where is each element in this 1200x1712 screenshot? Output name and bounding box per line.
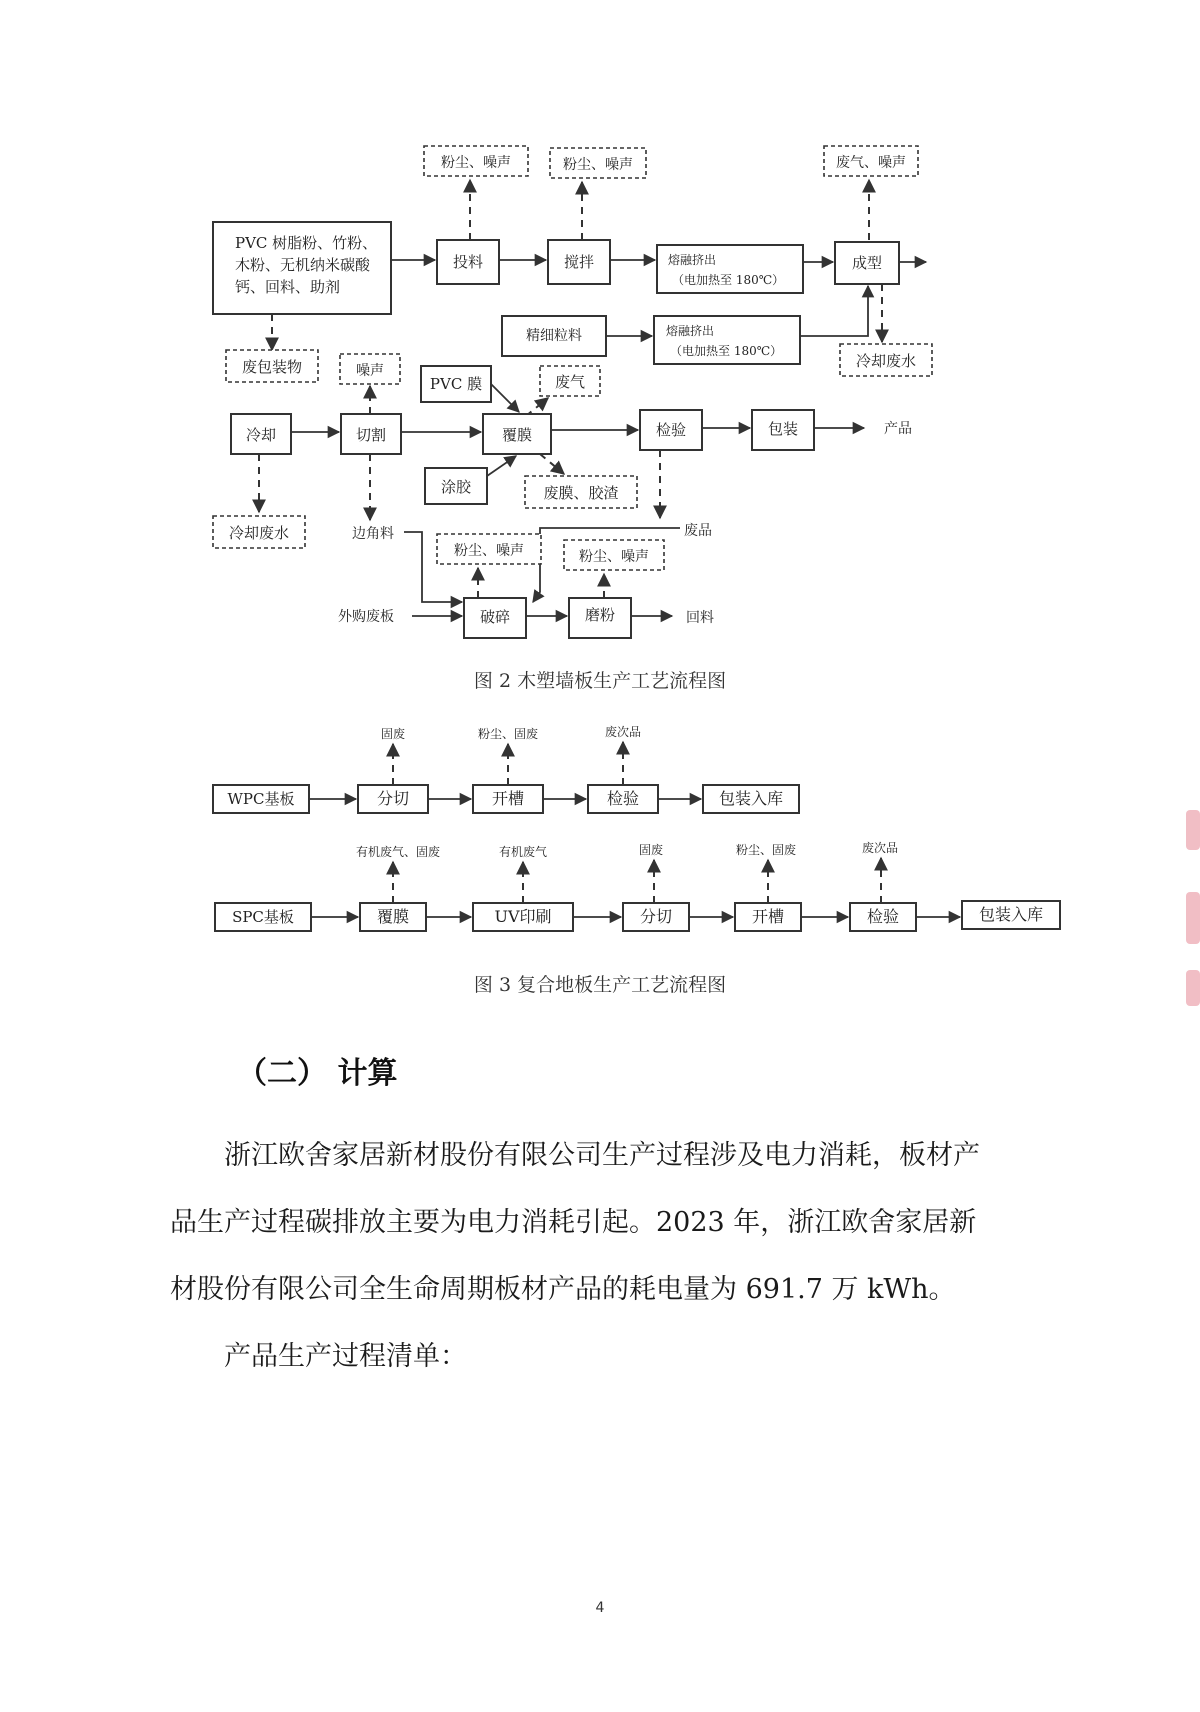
spc-emission-4: 粉尘、固废 (735, 843, 797, 857)
wpc-step-3 (588, 785, 658, 813)
forming-cooling-water-box (840, 344, 932, 376)
svg-text:废气: 废气 (554, 373, 586, 391)
wpc-emission-2: 粉尘、固废 (477, 727, 539, 741)
packaging-waste-box (226, 350, 318, 382)
crushing-emission-box (437, 534, 541, 564)
svg-text:包装入库: 包装入库 (718, 789, 784, 808)
svg-text:包装: 包装 (767, 420, 799, 438)
svg-text:PVC 树脂粉、竹粉、: PVC 树脂粉、竹粉、 (235, 234, 378, 252)
section-heading: （二） 计算 (237, 1056, 398, 1091)
wpc-base-box (213, 785, 309, 813)
spc-emission-3: 固废 (638, 843, 664, 857)
svg-text:冷却废水: 冷却废水 (228, 524, 290, 542)
svg-text:分切: 分切 (376, 789, 410, 808)
mix-emission-box (550, 148, 646, 178)
svg-text:冷却: 冷却 (245, 426, 277, 444)
spc-step-3 (623, 903, 689, 931)
svg-text:粉尘、噪声: 粉尘、噪声 (454, 543, 524, 559)
inspection-box (640, 410, 702, 450)
forming-emission-box (824, 146, 918, 176)
svg-text:搅拌: 搅拌 (563, 253, 595, 271)
svg-text:包装入库: 包装入库 (978, 905, 1044, 924)
laminating-box (483, 414, 551, 454)
svg-text:粉尘、噪声: 粉尘、噪声 (441, 155, 511, 171)
feed-box (437, 240, 499, 284)
svg-text:噪声: 噪声 (356, 363, 384, 379)
defective-label: 废品 (684, 523, 712, 539)
seal-fragment (1186, 892, 1200, 944)
svg-text:钙、回料、助剂: 钙、回料、助剂 (235, 278, 341, 296)
figure-3-flowchart (0, 716, 1200, 946)
svg-text:（电加热至 180℃）: （电加热至 180℃） (670, 344, 783, 358)
product-label: 产品 (884, 421, 912, 437)
grinding-box (569, 598, 631, 638)
scrap-label: 边角料 (352, 526, 394, 542)
cooling-box (231, 414, 291, 454)
svg-text:检验: 检验 (866, 907, 900, 926)
svg-text:分切: 分切 (639, 907, 673, 926)
purchased-waste-label: 外购废板 (338, 609, 394, 625)
svg-text:粉尘、噪声: 粉尘、噪声 (563, 157, 633, 173)
spc-step-6 (962, 901, 1060, 929)
svg-text:涂胶: 涂胶 (440, 478, 472, 496)
spc-emission-5: 废次品 (861, 841, 899, 855)
spc-base-box (215, 903, 311, 931)
svg-text:投料: 投料 (452, 253, 484, 271)
melt-extrude-box-2 (654, 316, 800, 364)
wpc-emission-1: 固废 (380, 727, 406, 741)
gluing-box (425, 468, 487, 504)
svg-text:检验: 检验 (606, 789, 640, 808)
packaging-box (752, 410, 814, 450)
paragraph-line-1: 浙江欧舍家居新材股份有限公司生产过程涉及电力消耗，板材产 (224, 1140, 980, 1171)
seal-fragment (1186, 970, 1200, 1006)
spc-step-4 (735, 903, 801, 931)
cooling-water-box (213, 516, 305, 548)
wpc-step-1 (358, 785, 428, 813)
mix-box (548, 240, 610, 284)
raw-materials-box (213, 222, 391, 314)
svg-text:开槽: 开槽 (751, 907, 785, 926)
svg-text:成型: 成型 (851, 254, 883, 272)
svg-text:粉尘、噪声: 粉尘、噪声 (579, 549, 649, 565)
svg-text:SPC基板: SPC基板 (232, 908, 294, 926)
svg-text:熔融挤出: 熔融挤出 (668, 253, 717, 267)
svg-text:（电加热至 180℃）: （电加热至 180℃） (672, 273, 785, 287)
grinding-emission-box (564, 540, 664, 570)
page-number: 4 (595, 1600, 605, 1616)
svg-text:覆膜: 覆膜 (501, 426, 533, 444)
feed-emission-box (424, 146, 528, 176)
svg-text:切割: 切割 (355, 426, 387, 444)
svg-text:冷却废水: 冷却废水 (855, 352, 917, 370)
spc-step-1 (360, 903, 426, 931)
fine-pellets-box (502, 316, 606, 356)
svg-text:废膜、胶渣: 废膜、胶渣 (543, 484, 619, 502)
cutting-noise-box (340, 354, 400, 384)
svg-text:开槽: 开槽 (491, 789, 525, 808)
spc-emission-1: 有机废气、固废 (355, 845, 441, 859)
figure-2-flowchart (0, 0, 1200, 660)
wpc-step-4 (703, 785, 799, 813)
spc-step-5 (850, 903, 916, 931)
melt-extrude-box-1 (657, 245, 803, 293)
spc-step-2 (473, 903, 573, 931)
svg-text:覆膜: 覆膜 (376, 907, 410, 926)
cutting-box (341, 414, 401, 454)
pvc-film-box (421, 366, 491, 402)
svg-text:熔融挤出: 熔融挤出 (666, 324, 715, 338)
svg-text:废包装物: 废包装物 (241, 358, 303, 376)
svg-text:木粉、无机纳米碳酸: 木粉、无机纳米碳酸 (235, 256, 371, 274)
figure-3-caption: 图 3 复合地板生产工艺流程图 (473, 974, 727, 996)
paragraph-line-2: 品生产过程碳排放主要为电力消耗引起。2023 年，浙江欧舍家居新 (170, 1207, 977, 1238)
spc-emission-2: 有机废气 (498, 845, 548, 859)
wpc-emission-3: 废次品 (604, 725, 642, 739)
svg-text:破碎: 破碎 (479, 608, 511, 626)
laminate-gas-box (540, 366, 600, 396)
list-intro: 产品生产过程清单： (224, 1341, 467, 1372)
paragraph-line-3: 材股份有限公司全生命周期板材产品的耗电量为 691.7 万 kWh。 (170, 1274, 956, 1305)
crushing-box (464, 598, 526, 638)
seal-fragment (1186, 810, 1200, 850)
svg-text:检验: 检验 (655, 421, 687, 439)
forming-box (835, 242, 899, 284)
laminate-waste-box (525, 476, 637, 508)
svg-text:精细粒料: 精细粒料 (526, 328, 582, 344)
figure-2-caption: 图 2 木塑墙板生产工艺流程图 (473, 670, 727, 692)
svg-text:UV印刷: UV印刷 (494, 907, 552, 926)
svg-text:PVC 膜: PVC 膜 (429, 375, 483, 393)
svg-text:磨粉: 磨粉 (584, 606, 616, 624)
svg-text:废气、噪声: 废气、噪声 (836, 155, 906, 171)
recycled-label: 回料 (686, 610, 714, 626)
wpc-step-2 (473, 785, 543, 813)
svg-text:WPC基板: WPC基板 (227, 790, 295, 808)
